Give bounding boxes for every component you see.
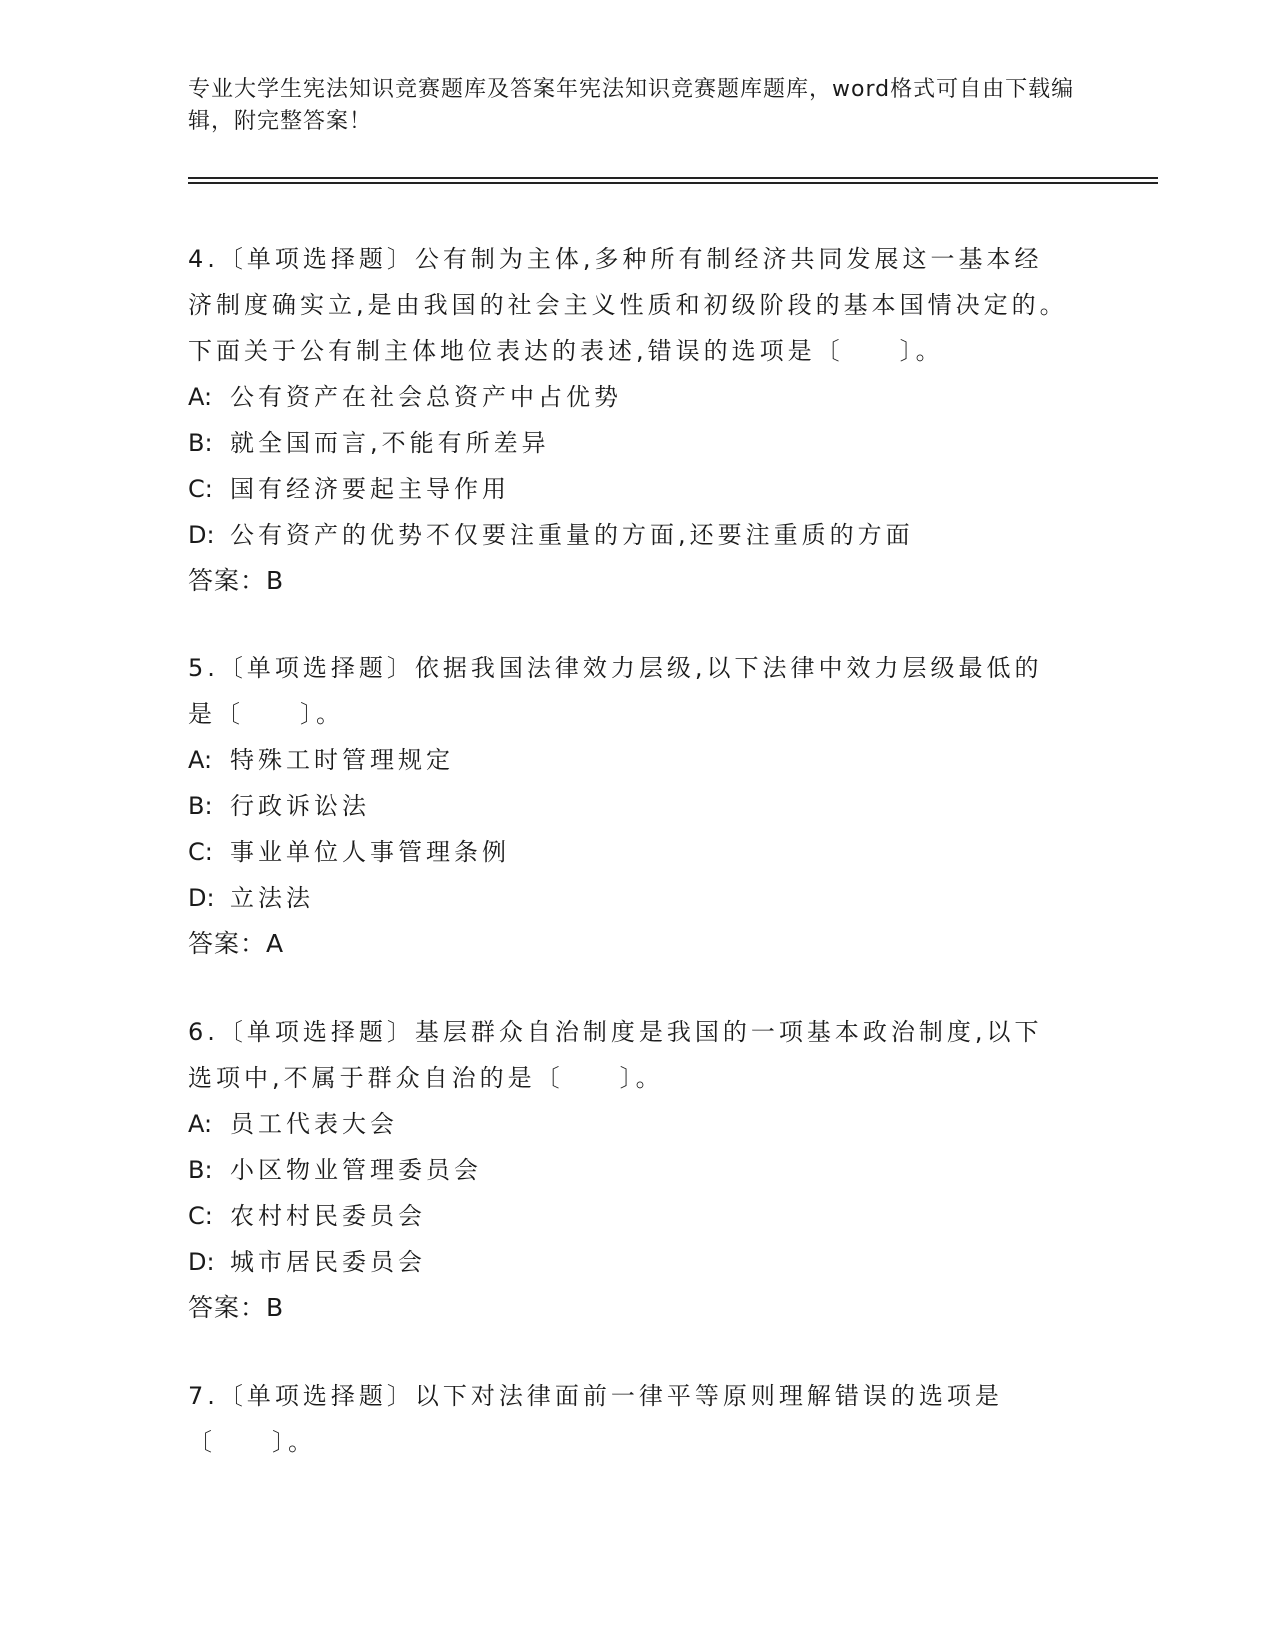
option-letter: B: [188, 1156, 213, 1184]
option-letter: A: [188, 1110, 213, 1138]
option-text: 就全国而言,不能有所差异 [230, 429, 550, 457]
option-letter: A: [188, 383, 213, 411]
question-stem: 4.〔单项选择题〕公有制为主体,多种所有制经济共同发展这一基本经济制度确实立,是由我国的社会主义性质和初级阶段的基本国情决定的。下面关于公有制主体地位表达的表述,错误的选项是〔 〕。 [188, 245, 1068, 365]
answer: 答案：B [188, 1293, 285, 1322]
question-7 [188, 1373, 1068, 1465]
question-6 [188, 1009, 1068, 1331]
option-b [188, 1147, 1068, 1193]
option-b [188, 783, 1068, 829]
option-text: 公有资产的优势不仅要注重量的方面,还要注重质的方面 [230, 521, 914, 549]
question-stem: 7.〔单项选择题〕以下对法律面前一律平等原则理解错误的选项是〔 〕。 [188, 1382, 1003, 1456]
option-text: 农村村民委员会 [230, 1202, 426, 1230]
option-a [188, 737, 1068, 783]
question-4 [188, 236, 1068, 604]
option-letter: D: [188, 521, 215, 549]
option-letter: B: [188, 792, 213, 820]
option-a [188, 1101, 1068, 1147]
option-c [188, 1193, 1068, 1239]
header-divider-bottom [188, 182, 1158, 184]
option-text: 事业单位人事管理条例 [230, 838, 510, 866]
question-stem: 6.〔单项选择题〕基层群众自治制度是我国的一项基本政治制度,以下选项中,不属于群众自治的是〔 〕。 [188, 1018, 1043, 1092]
option-text: 城市居民委员会 [230, 1248, 426, 1276]
option-b [188, 420, 1068, 466]
option-a [188, 374, 1068, 420]
option-letter: C: [188, 1202, 213, 1230]
option-letter: C: [188, 838, 213, 866]
option-text: 小区物业管理委员会 [230, 1156, 482, 1184]
option-text: 国有经济要起主导作用 [230, 475, 510, 503]
option-letter: A: [188, 746, 213, 774]
option-letter: D: [188, 884, 215, 912]
document-header [188, 74, 1088, 138]
option-text: 立法法 [230, 884, 314, 912]
option-c [188, 829, 1068, 875]
option-letter: D: [188, 1248, 215, 1276]
answer: 答案：B [188, 566, 285, 595]
option-d [188, 1239, 1068, 1285]
question-stem: 5.〔单项选择题〕依据我国法律效力层级,以下法律中效力层级最低的是〔 〕。 [188, 654, 1043, 728]
option-text: 特殊工时管理规定 [230, 746, 454, 774]
answer: 答案：A [188, 929, 285, 958]
option-text: 公有资产在社会总资产中占优势 [230, 383, 622, 411]
option-letter: C: [188, 475, 213, 503]
option-text: 行政诉讼法 [230, 792, 370, 820]
option-letter: B: [188, 429, 213, 457]
question-5 [188, 645, 1068, 967]
option-text: 员工代表大会 [230, 1110, 398, 1138]
option-d [188, 512, 1068, 558]
header-title: 专业大学生宪法知识竞赛题库及答案年宪法知识竞赛题库题库，word格式可自由下载编辑，附完整答案！ [188, 77, 1075, 134]
header-divider-top [188, 177, 1158, 179]
option-d [188, 875, 1068, 921]
option-c [188, 466, 1068, 512]
